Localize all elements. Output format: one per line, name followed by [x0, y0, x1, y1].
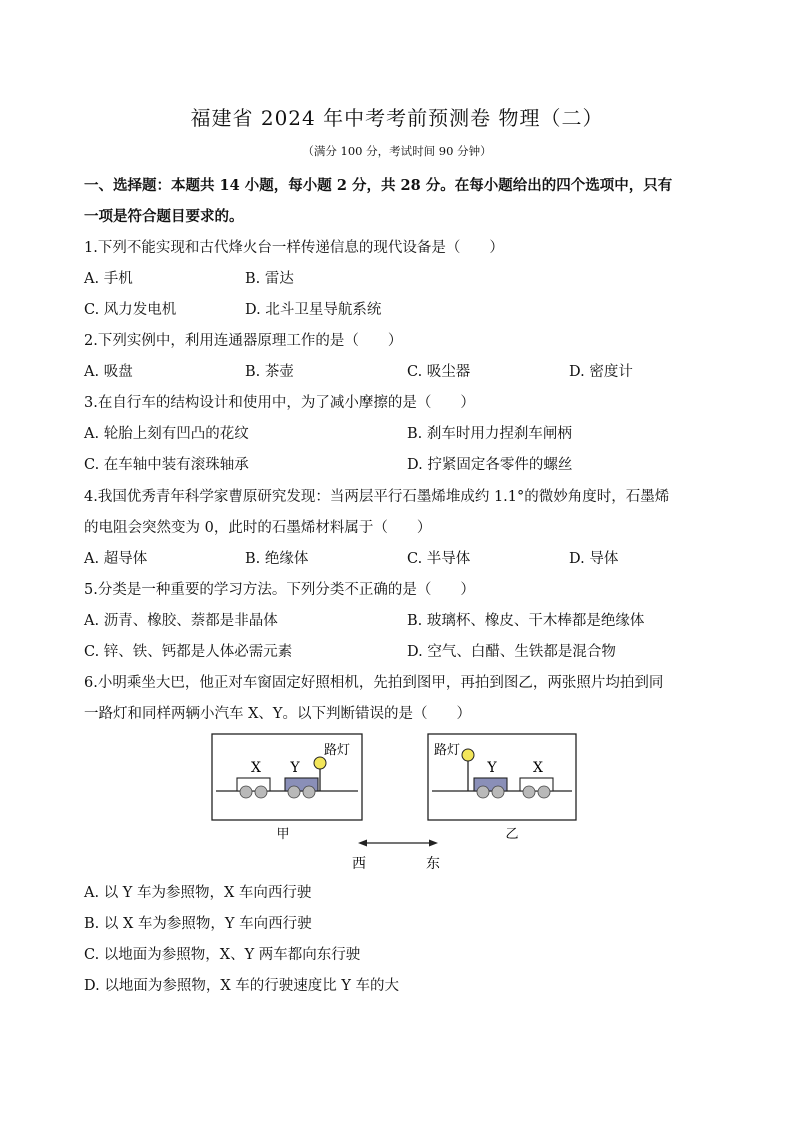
question-4-stem-cont: 的电阻会突然变为 0，此时的石墨烯材料属于（ ） — [84, 520, 432, 536]
question-1-option-b: B. 雷达 — [245, 271, 294, 287]
question-1-option-a: A. 手机 — [84, 271, 133, 287]
question-1-stem: 1.下列不能实现和古代烽火台一样传递信息的现代设备是（ ） — [84, 240, 504, 256]
lamp-label-yi: 路灯 — [434, 743, 461, 758]
question-4-option-d: D. 导体 — [569, 551, 619, 567]
section-heading: 一、选择题：本题共 14 小题，每小题 2 分，共 28 分。在每小题给出的四个选项中，只有 — [84, 177, 673, 194]
page-subtitle: （满分 100 分，考试时间 90 分钟） — [302, 144, 492, 158]
question-6-option-d: D. 以地面为参照物，X 车的行驶速度比 Y 车的大 — [84, 978, 400, 994]
page-title: 福建省 2024 年中考考前预测卷 物理（二） — [190, 106, 604, 130]
question-2-option-c: C. 吸尘器 — [407, 364, 471, 380]
wheel-icon — [538, 786, 550, 798]
question-4-option-a: A. 超导体 — [84, 551, 148, 567]
caption-yi: 乙 — [505, 827, 519, 842]
wheel-icon — [288, 786, 300, 798]
street-lamp-icon — [462, 749, 474, 761]
wheel-icon — [477, 786, 489, 798]
question-2-stem: 2.下列实例中，利用连通器原理工作的是（ ） — [84, 333, 403, 349]
question-6-stem-cont: 一路灯和同样两辆小汽车 X、Y。以下判断错误的是（ ） — [84, 706, 472, 722]
car-y-label-yi: Y — [487, 760, 497, 776]
question-4-stem: 4.我国优秀青年科学家曹原研究发现：当两层平行石墨烯堆成约 1.1°的微妙角度时，石墨烯 — [84, 489, 670, 505]
arrow-left-icon — [358, 840, 367, 847]
wheel-icon — [255, 786, 267, 798]
car-y-label-jia: Y — [290, 760, 300, 776]
question-1-option-d: D. 北斗卫星导航系统 — [245, 302, 382, 318]
wheel-icon — [492, 786, 504, 798]
caption-jia: 甲 — [276, 827, 290, 842]
wheel-icon — [523, 786, 535, 798]
question-4-option-b: B. 绝缘体 — [245, 551, 309, 567]
question-3-option-b: B. 刹车时用力捏刹车闸柄 — [407, 426, 572, 442]
question-6-stem: 6.小明乘坐大巴，他正对车窗固定好照相机，先拍到图甲，再拍到图乙，两张照片均拍到同 — [84, 675, 664, 691]
direction-east-label: 东 — [426, 856, 440, 872]
question-2-option-d: D. 密度计 — [569, 364, 633, 380]
section-heading-cont: 一项是符合题目要求的。 — [84, 208, 244, 225]
question-3-stem: 3.在自行车的结构设计和使用中，为了减小摩擦的是（ ） — [84, 395, 475, 411]
question-5-option-c: C. 锌、铁、钙都是人体必需元素 — [84, 644, 293, 660]
street-lamp-icon — [314, 757, 326, 769]
question-6-option-c: C. 以地面为参照物，X、Y 两车都向东行驶 — [84, 947, 361, 963]
question-5-option-b: B. 玻璃杯、橡皮、干木棒都是绝缘体 — [407, 613, 645, 629]
car-x-label-yi: X — [533, 760, 543, 776]
question-1-option-c: C. 风力发电机 — [84, 302, 177, 318]
question-3-option-a: A. 轮胎上刻有凹凸的花纹 — [84, 426, 249, 442]
question-4-option-c: C. 半导体 — [407, 551, 471, 567]
question-3-option-d: D. 拧紧固定各零件的螺丝 — [407, 457, 573, 473]
question-2-option-b: B. 茶壶 — [245, 364, 294, 380]
question-5-option-a: A. 沥青、橡胶、萘都是非晶体 — [84, 613, 278, 629]
car-x-label-jia: X — [251, 760, 261, 776]
wheel-icon — [303, 786, 315, 798]
question-5-stem: 5.分类是一种重要的学习方法。下列分类不正确的是（ ） — [84, 582, 475, 598]
question-2-option-a: A. 吸盘 — [84, 364, 133, 380]
wheel-icon — [240, 786, 252, 798]
question-6-option-b: B. 以 X 车为参照物，Y 车向西行驶 — [84, 916, 312, 932]
question-5-option-d: D. 空气、白醋、生铁都是混合物 — [407, 644, 616, 660]
direction-west-label: 西 — [352, 856, 366, 872]
arrow-right-icon — [429, 840, 438, 847]
question-6-figure — [200, 730, 600, 875]
lamp-label-jia: 路灯 — [324, 743, 351, 758]
question-6-option-a: A. 以 Y 车为参照物，X 车向西行驶 — [84, 885, 312, 901]
question-3-option-c: C. 在车轴中装有滚珠轴承 — [84, 457, 249, 473]
